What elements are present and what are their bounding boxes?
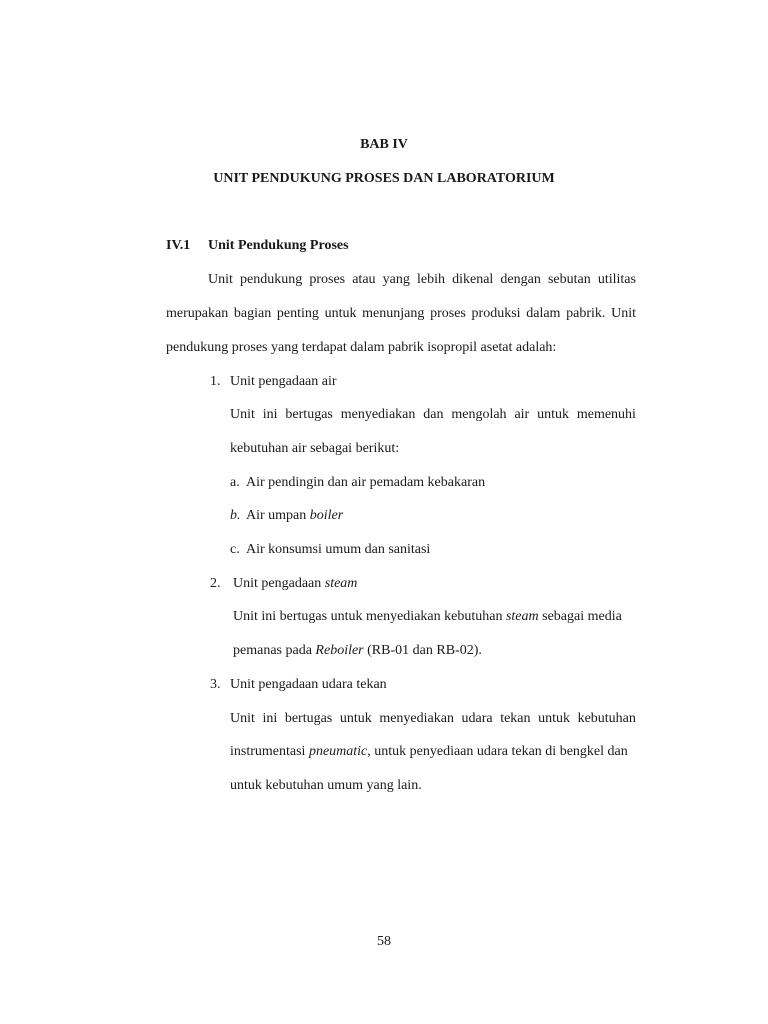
subitem-letter: a. — [230, 475, 240, 490]
chapter-label: BAB IV — [360, 137, 408, 152]
list-item-desc-line: instrumentasi pneumatic, untuk penyediaan udara tekan di bengkel dan — [230, 744, 628, 759]
subitem-letter: c. — [230, 542, 240, 557]
section-number: IV.1 — [166, 238, 191, 253]
section-title: Unit Pendukung Proses — [208, 238, 349, 253]
list-item-desc-line: Unit ini bertugas untuk menyediakan kebutuhan steam sebagai media — [233, 609, 622, 624]
list-item-desc-line: Unit ini bertugas untuk menyediakan udara tekan untuk kebutuhan — [230, 711, 636, 726]
list-item-title: Unit pengadaan steam — [233, 576, 358, 591]
intro-line-2: merupakan bagian penting untuk menunjang proses produksi dalam pabrik. Unit — [166, 306, 636, 321]
list-item-number: 1. — [210, 374, 221, 389]
list-item-desc-line: pemanas pada Reboiler (RB-01 dan RB-02). — [233, 643, 482, 658]
list-item-number: 2. — [210, 576, 221, 591]
list-item-desc-line: Unit ini bertugas menyediakan dan mengolah air untuk memenuhi — [230, 407, 636, 422]
list-item-desc-line: kebutuhan air sebagai berikut: — [230, 441, 400, 456]
intro-line-3: pendukung proses yang terdapat dalam pabrik isopropil asetat adalah: — [166, 340, 557, 355]
list-item-title: Unit pengadaan air — [230, 374, 337, 389]
list-item-desc-line: untuk kebutuhan umum yang lain. — [230, 778, 422, 793]
chapter-title: UNIT PENDUKUNG PROSES DAN LABORATORIUM — [213, 171, 555, 186]
subitem-text: Air pendingin dan air pemadam kebakaran — [246, 475, 486, 490]
page-number: 58 — [377, 934, 391, 949]
subitem-letter: b. — [230, 508, 241, 523]
subitem-text: Air konsumsi umum dan sanitasi — [246, 542, 431, 557]
subitem-text: Air umpan boiler — [246, 508, 344, 523]
list-item-number: 3. — [210, 677, 221, 692]
list-item-title: Unit pengadaan udara tekan — [230, 677, 387, 692]
intro-line-1: Unit pendukung proses atau yang lebih dikenal dengan sebutan utilitas — [208, 272, 636, 287]
